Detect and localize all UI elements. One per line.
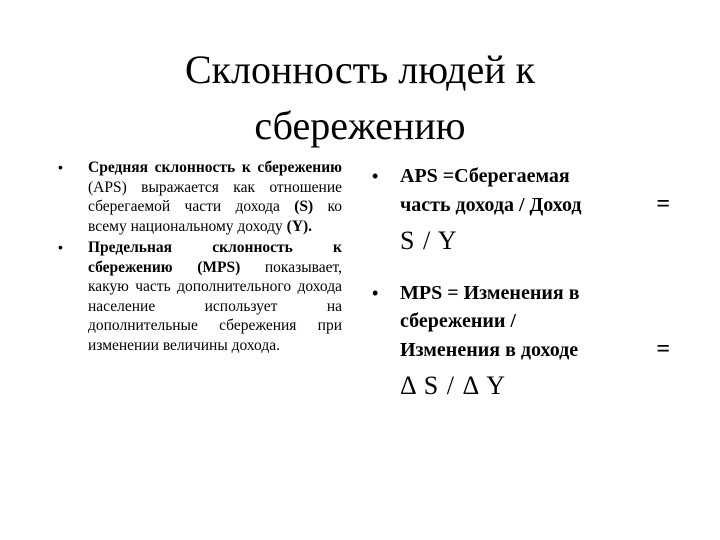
aps-definition-text-2: ко всему национальному доходу [88,198,343,235]
bullet-icon: • [58,239,63,255]
aps-var-y: (Y). [286,217,313,235]
bullet-icon: • [372,283,379,303]
aps-equals-sign: = [656,191,670,217]
right-column [370,162,670,404]
aps-formula-row [400,190,670,219]
right-item-aps-formula [370,162,670,259]
aps-formula-line-2: часть дохода / Доход [400,194,582,216]
bullet-icon: • [58,159,63,175]
mps-formula: Δ S / Δ Y [400,371,507,400]
aps-abbr: (APS) [88,178,127,196]
aps-definition-head: Средняя склонность к сбережению [88,159,342,176]
mps-formula-row [400,335,670,364]
left-item-aps [58,158,342,236]
aps-var-s: (S) [294,198,314,215]
title-line-1: Склонность людей к [184,47,536,92]
title-line-2: сбережению [254,103,466,148]
left-column [58,158,342,355]
mps-abbr: (MPS) [197,258,241,276]
mps-formula-line-3: Изменения в доходе [400,339,579,361]
aps-formula-line-1: APS =Сберегаемая [400,165,570,187]
mps-formula-line-1: MPS = Изменения в [400,282,580,304]
mps-definition-head: Предельная склонность к сбережению [88,239,342,276]
right-item-mps-formula [370,279,670,404]
mps-definition-text: показывает, какую часть дополнительного дохода население использует на дополнительные сбережения при изменении величины дохода. [88,258,343,354]
slide-title [60,42,660,154]
mps-equals-sign: = [656,336,670,362]
aps-formula: S / Y [400,226,458,255]
left-item-mps [58,238,342,355]
aps-definition-text-1: выражается как отношение сберегаемой части дохода [88,178,342,215]
mps-formula-line-2: сбережении / [400,310,516,332]
bullet-icon: • [372,166,379,186]
